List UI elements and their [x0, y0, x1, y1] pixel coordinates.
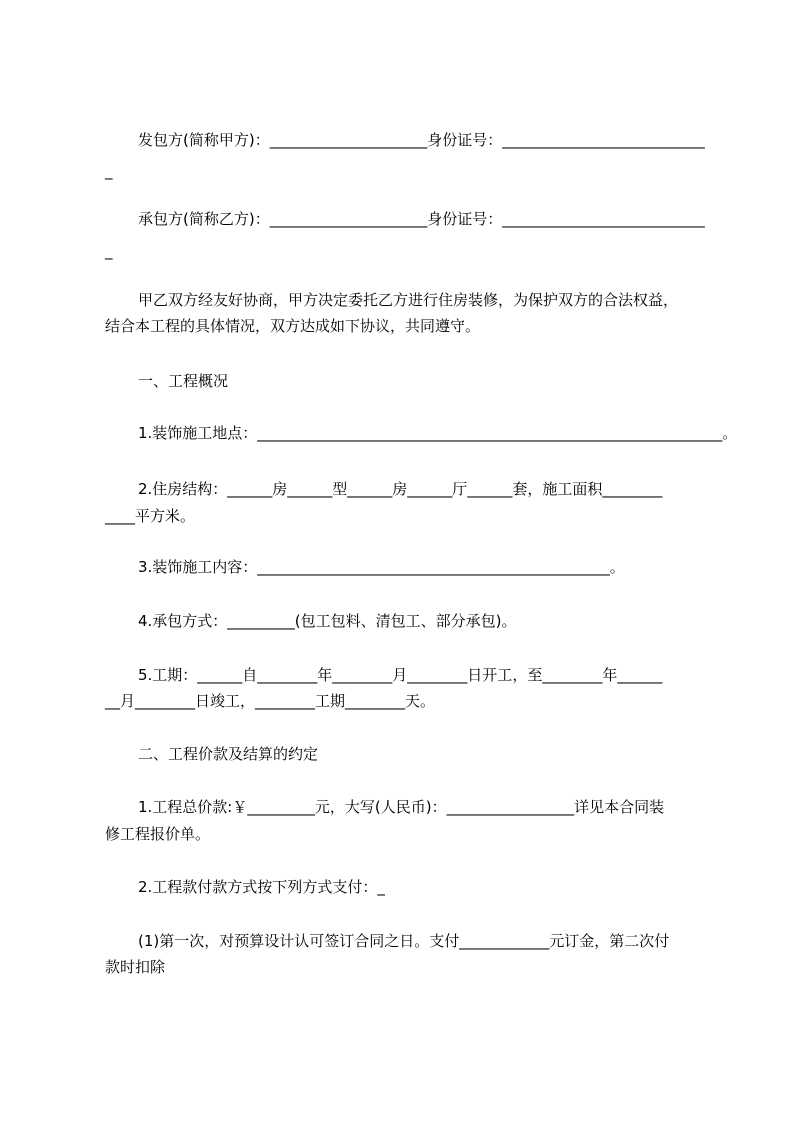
- party-b-line: 承包方(简称乙方)：_____________________身份证号：___________________________: [138, 210, 705, 228]
- item-total-price-continued: 修工程报价单。: [105, 825, 211, 843]
- item-housing-structure-continued: ____平方米。: [105, 507, 196, 525]
- item-payment-method: 2.工程款付款方式按下列方式支付：_: [138, 878, 385, 896]
- item-total-price: 1.工程总价款:￥_________元，大写(人民币)：_________________详见本合同装: [138, 798, 665, 816]
- section-2-heading: 二、工程价款及结算的约定: [138, 745, 319, 763]
- item-first-payment-continued: 款时扣除: [105, 958, 166, 976]
- intro-paragraph-line-2: 结合本工程的具体情况，双方达成如下协议，共同遵守。: [105, 317, 481, 335]
- item-decoration-content: 3.装饰施工内容：_______________________________________________。: [138, 558, 625, 576]
- section-1-heading: 一、工程概况: [138, 372, 229, 390]
- party-b-line-continued: _: [105, 242, 113, 260]
- party-a-line-continued: _: [105, 162, 113, 180]
- intro-paragraph-line-1: 甲乙双方经友好协商，甲方决定委托乙方进行住房装修，为保护双方的合法权益，: [138, 291, 679, 309]
- item-construction-period-continued: __月________日竣工，________工期________天。: [105, 692, 436, 710]
- item-contract-method: 4.承包方式：_________(包工包料、清包工、部分承包)。: [138, 612, 517, 630]
- item-first-payment: (1)第一次，对预算设计认可签订合同之日。支付____________元订金，第二次付: [138, 932, 670, 950]
- party-a-line: 发包方(简称甲方)：_____________________身份证号：___________________________: [138, 131, 705, 149]
- item-construction-period: 5.工期：______自________年________月________日开工，至________年______: [138, 666, 663, 684]
- item-housing-structure: 2.住房结构：______房______型______房______厅______套，施工面积________: [138, 480, 663, 498]
- item-decoration-site: 1.装饰施工地点：______________________________________________________________。: [138, 424, 738, 442]
